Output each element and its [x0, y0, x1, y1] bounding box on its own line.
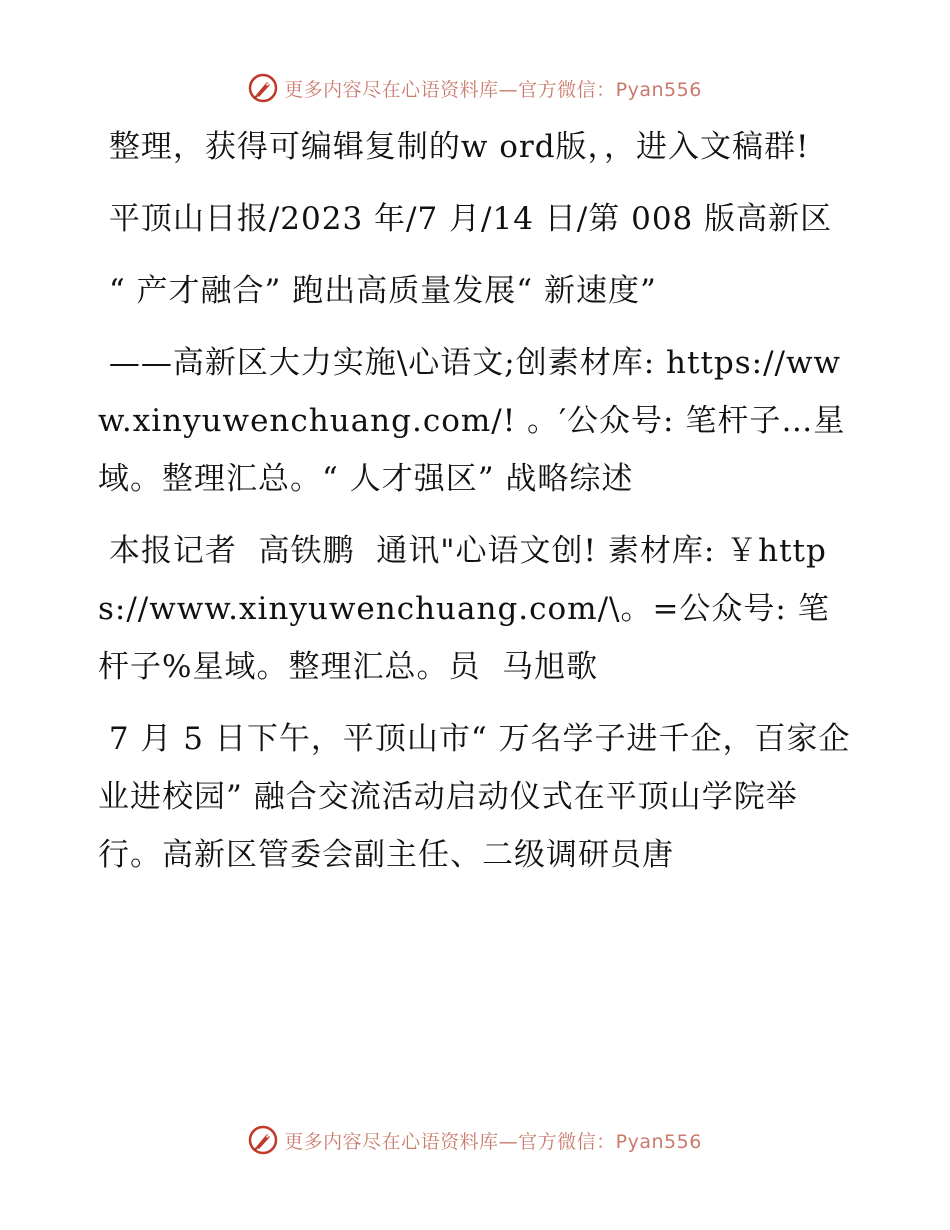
- document-body: [98, 118, 858, 898]
- footer-banner-content: [248, 1125, 702, 1155]
- paragraph-body: 7 月 5 日下午，平顶山市“ 万名学子进千企，百家企业进校园” 融合交流活动启动仪式在平顶山学院举行。高新区管委会副主任、二级调研员唐: [98, 721, 851, 873]
- paragraph-subheadline: ——高新区大力实施\心语文;创素材库: https://www.xinyuwenchuang.com/! 。′公众号: 笔杆子…星域。整理汇总。“ 人才强区” 战略综述: [98, 345, 846, 497]
- paragraph-source: 平顶山日报/2023 年/7 月/14 日/第 008 版高新区: [108, 201, 833, 237]
- header-banner: [0, 68, 950, 108]
- header-banner-content: [248, 73, 702, 103]
- paragraph-intro: 整理，获得可编辑复制的w ord版，，进入文稿群!: [108, 129, 810, 165]
- paragraph-byline: 本报记者 高铁鹏 通讯"心语文创! 素材库: ￥https://www.xinyuwenchuang.com/\。=公众号: 笔杆子%星域。整理汇总。员 马旭歌: [98, 533, 830, 685]
- footer-banner-text: 更多内容尽在心语资料库—官方微信：Pyan556: [284, 1130, 702, 1153]
- paragraph-headline: “ 产才融合” 跑出高质量发展“ 新速度”: [108, 273, 657, 309]
- header-banner-text: 更多内容尽在心语资料库—官方微信：Pyan556: [284, 78, 702, 101]
- pen-nib-logo-icon: [248, 1125, 278, 1155]
- footer-banner: [0, 1120, 950, 1160]
- pen-nib-logo-icon: [248, 73, 278, 103]
